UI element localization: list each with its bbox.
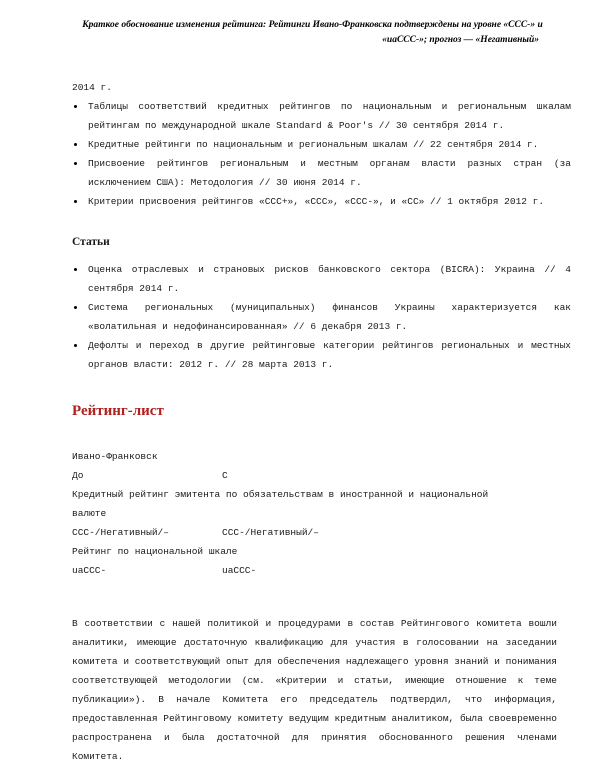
rating-issuer-name: Ивано-Франковск: [72, 451, 158, 462]
list-item: Оценка отраслевых и страновых рисков банковского сектора (BICRA): Украина // 4 сентября 2014 г.: [72, 260, 571, 298]
rating-fc-lc-label: Кредитный рейтинг эмитента по обязательствам в иностранной и национальной: [72, 489, 489, 500]
list-item: Дефолты и переход в другие рейтинговые категории рейтингов региональных и местных органов власти: 2012 г. // 28 марта 2013 г.: [72, 336, 571, 374]
rating-national-scale-label: Рейтинг по национальной шкале: [72, 546, 238, 557]
rating-value-national-right: uaCCC-: [222, 565, 257, 576]
list-item: Система региональных (муниципальных) финансов Украины характеризуется как «волатильная и недофинансированная» // 6 декабря 2013 г.: [72, 298, 571, 336]
rating-list-body: [60, 447, 571, 580]
document-body: [60, 78, 571, 766]
document-header-line1: Краткое обоснование изменения рейтинга: Рейтинги Ивано-Франковска подтверждены на уровне «CCC-» и: [82, 20, 543, 30]
document-header-line2: «uaCCC-»; прогноз — «Негативный»: [382, 35, 539, 45]
rating-row-do-value: C: [222, 470, 228, 481]
articles-section-title: Статьи: [72, 236, 110, 248]
list-item: Критерии присвоения рейтингов «CCC+», «CCC», «CCC-», и «CC» // 1 октября 2012 г.: [72, 192, 571, 211]
document-header: [60, 18, 565, 48]
rating-row-do: [72, 466, 571, 485]
rating-fc-lc-label-cont: валюте: [72, 508, 107, 519]
rating-value-local-currency: CCC-/Негативный/–: [222, 527, 319, 538]
list-item: Присвоение рейтингов региональным и местным органам власти разных стран (за исключением США): Методология // 30 июня 2014 г.: [72, 154, 571, 192]
rating-value-national-left: uaCCC-: [72, 565, 107, 576]
rating-row-do-label: До: [72, 470, 84, 481]
list-item: Кредитные рейтинги по национальным и региональным шкалам // 22 сентября 2014 г.: [72, 135, 571, 154]
articles-list: [60, 260, 571, 374]
list-item: Таблицы соответствий кредитных рейтингов по национальным и региональным шкалам рейтингам по международной шкале Standard & Poor's // 30 сентября 2014 г.: [72, 97, 571, 135]
committee-statement: В соответствии с нашей политикой и процедурами в состав Рейтингового комитета вошли аналитики, имеющие достаточную квалификацию для участия в голосовании на заседании комитета и соответствующий опыт для обеспечения надлежащего уровня знаний и понимания соответствующей методологии (см. «Критерии и статьи, имеющие отношение к теме публикации»). В начале Комитета его председатель подтвердил, что информация, предоставленная Рейтинговому комитету ведущим кредитным аналитиком, была своевременно распространена и была достаточной для принятия обоснованного решения членами Комитета.: [72, 618, 557, 762]
rating-list-title: Рейтинг-лист: [72, 403, 164, 419]
rating-row-national-values: [72, 561, 571, 580]
rating-row-values: [72, 523, 571, 542]
criteria-list: [60, 97, 571, 211]
rating-value-foreign-currency: CCC-/Негативный/–: [72, 527, 169, 538]
orphan-date-line: 2014 г.: [72, 82, 112, 93]
